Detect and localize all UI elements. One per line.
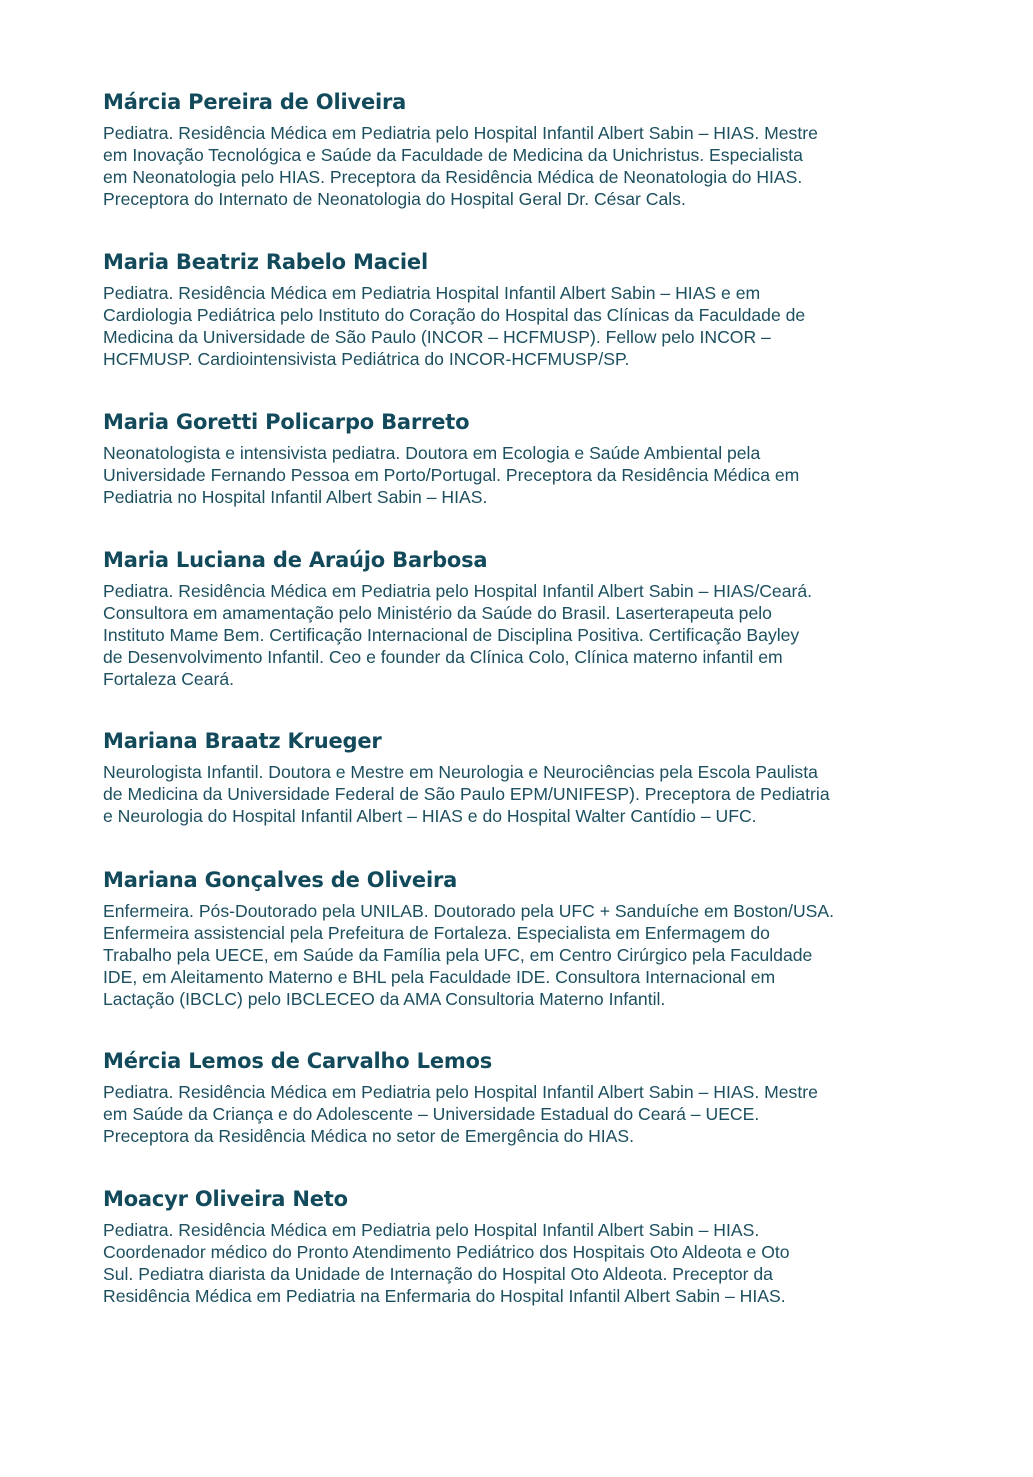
bio-line: Preceptora do Internato de Neonatologia do Hospital Geral Dr. César Cals. xyxy=(103,189,686,209)
bio-line: Enfermeira assistencial pela Prefeitura de Fortaleza. Especialista em Enfermagem do xyxy=(103,923,770,943)
bio-line: Coordenador médico do Pronto Atendimento Pediátrico dos Hospitais Oto Aldeota e Oto xyxy=(103,1242,790,1262)
bio-line: de Desenvolvimento Infantil. Ceo e founder da Clínica Colo, Clínica materno infantil em xyxy=(103,647,783,667)
bio-line: Pediatra. Residência Médica em Pediatria Hospital Infantil Albert Sabin – HIAS e em xyxy=(103,283,761,303)
bio-entry xyxy=(103,248,933,370)
bio-line: Trabalho pela UECE, em Saúde da Família pela UFC, em Centro Cirúrgico pela Faculdade xyxy=(103,945,813,965)
bio-entry xyxy=(103,727,933,827)
person-name: Maria Beatriz Rabelo Maciel xyxy=(103,250,428,274)
person-name: Moacyr Oliveira Neto xyxy=(103,1187,348,1211)
bio-line: de Medicina da Universidade Federal de São Paulo EPM/UNIFESP). Preceptora de Pediatria xyxy=(103,784,830,804)
bio-line: Instituto Mame Bem. Certificação Internacional de Disciplina Positiva. Certificação Bayley xyxy=(103,625,800,645)
bio-line: Cardiologia Pediátrica pelo Instituto do Coração do Hospital das Clínicas da Faculdade de xyxy=(103,305,806,325)
person-bio xyxy=(103,282,933,370)
person-bio xyxy=(103,900,933,1010)
person-bio xyxy=(103,442,933,508)
bio-line: Pediatra. Residência Médica em Pediatria pelo Hospital Infantil Albert Sabin – HIAS/Ceará. xyxy=(103,581,813,601)
person-bio xyxy=(103,1219,933,1307)
bio-line: HCFMUSP. Cardiointensivista Pediátrica do INCOR-HCFMUSP/SP. xyxy=(103,349,630,369)
bio-line: Universidade Fernando Pessoa em Porto/Portugal. Preceptora da Residência Médica em xyxy=(103,465,800,485)
person-bio xyxy=(103,1081,933,1147)
bio-line: em Saúde da Criança e do Adolescente – Universidade Estadual do Ceará – UECE. xyxy=(103,1104,760,1124)
bio-entry xyxy=(103,546,933,690)
bio-line: Medicina da Universidade de São Paulo (INCOR – HCFMUSP). Fellow pelo INCOR – xyxy=(103,327,771,347)
person-bio xyxy=(103,580,933,690)
bio-line: Neonatologista e intensivista pediatra. Doutora em Ecologia e Saúde Ambiental pela xyxy=(103,443,761,463)
bio-line: Lactação (IBCLC) pelo IBCLECEO da AMA Consultoria Materno Infantil. xyxy=(103,989,666,1009)
person-bio xyxy=(103,122,933,210)
person-name: Mércia Lemos de Carvalho Lemos xyxy=(103,1049,493,1073)
bio-line: Pediatra. Residência Médica em Pediatria pelo Hospital Infantil Albert Sabin – HIAS. Mestre xyxy=(103,1082,818,1102)
bio-line: e Neurologia do Hospital Infantil Albert – HIAS e do Hospital Walter Cantídio – UFC. xyxy=(103,806,757,826)
bio-line: Preceptora da Residência Médica no setor de Emergência do HIAS. xyxy=(103,1126,635,1146)
bio-line: em Inovação Tecnológica e Saúde da Faculdade de Medicina da Unichristus. Especialista xyxy=(103,145,803,165)
bio-line: Consultora em amamentação pelo Ministério da Saúde do Brasil. Laserterapeuta pelo xyxy=(103,603,772,623)
bio-entry xyxy=(103,1047,933,1147)
bio-line: Residência Médica em Pediatria na Enfermaria do Hospital Infantil Albert Sabin – HIAS. xyxy=(103,1286,786,1306)
bio-line: Enfermeira. Pós-Doutorado pela UNILAB. Doutorado pela UFC + Sanduíche em Boston/USA. xyxy=(103,901,835,921)
bio-entry xyxy=(103,866,933,1010)
bio-entry xyxy=(103,408,933,508)
bio-line: Pediatra. Residência Médica em Pediatria pelo Hospital Infantil Albert Sabin – HIAS. xyxy=(103,1220,760,1240)
person-bio xyxy=(103,761,933,827)
person-name: Maria Goretti Policarpo Barreto xyxy=(103,410,470,434)
bio-entry xyxy=(103,1185,933,1307)
person-name: Mariana Braatz Krueger xyxy=(103,729,382,753)
bio-line: Neurologista Infantil. Doutora e Mestre em Neurologia e Neurociências pela Escola Paulista xyxy=(103,762,818,782)
bio-line: IDE, em Aleitamento Materno e BHL pela Faculdade IDE. Consultora Internacional em xyxy=(103,967,776,987)
bio-line: em Neonatologia pelo HIAS. Preceptora da Residência Médica de Neonatologia do HIAS. xyxy=(103,167,803,187)
bio-line: Sul. Pediatra diarista da Unidade de Internação do Hospital Oto Aldeota. Preceptor da xyxy=(103,1264,773,1284)
person-name: Maria Luciana de Araújo Barbosa xyxy=(103,548,488,572)
bio-line: Pediatria no Hospital Infantil Albert Sabin – HIAS. xyxy=(103,487,488,507)
person-name: Mariana Gonçalves de Oliveira xyxy=(103,868,458,892)
bio-entry xyxy=(103,88,933,210)
bio-line: Pediatra. Residência Médica em Pediatria pelo Hospital Infantil Albert Sabin – HIAS. Mestre xyxy=(103,123,818,143)
bio-line: Fortaleza Ceará. xyxy=(103,669,235,689)
person-name: Márcia Pereira de Oliveira xyxy=(103,90,407,114)
